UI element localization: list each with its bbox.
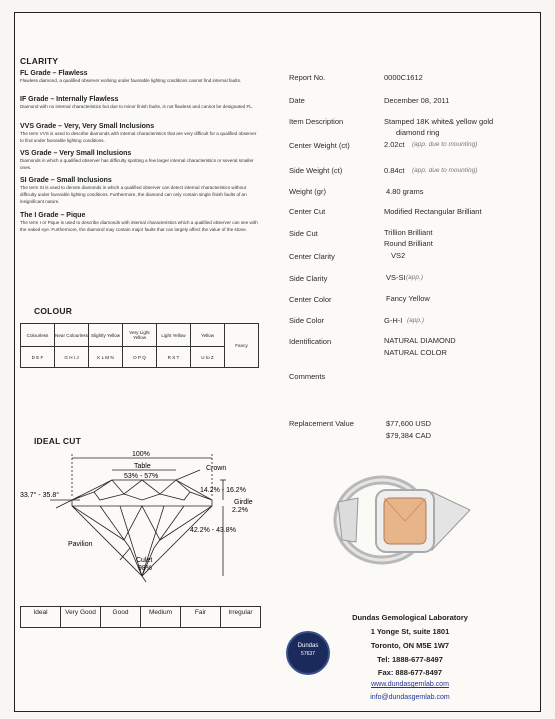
cut-scale-table [20, 606, 261, 628]
seal-text: Dundas [297, 643, 319, 649]
field-label: Center Color [289, 295, 332, 304]
clarity-grade [20, 96, 260, 123]
field-value: 0.84ct [384, 166, 405, 175]
field-note: (app.) [407, 317, 424, 324]
field-label: Replacement Value [289, 419, 354, 428]
lab-email-link[interactable]: info@dundasgemlab.com [370, 694, 450, 701]
seal-number: 57637 [301, 651, 315, 657]
field-label: Center Clarity [289, 252, 335, 261]
field-value: Fancy Yellow [386, 294, 430, 303]
ring-photo [320, 462, 500, 582]
field-value: VS-SI [386, 273, 406, 282]
lab-address1: 1 Yonge St, suite 1801 [370, 627, 450, 636]
colour-grade: O P Q [123, 347, 157, 368]
grade-title: SI Grade – Small Inclusions [20, 177, 112, 184]
field-value: 4.80 grams [386, 187, 424, 196]
grade-desc: The term VVS is used to describe diamonds with internal characteristics that are very difficult for a qualified observer to find under favorable lighting conditions. [20, 131, 257, 143]
field-label: Side Color [289, 316, 325, 325]
clarity-grade [20, 70, 260, 96]
field-label: Report No. [289, 73, 326, 82]
field-label: Center Cut [289, 207, 326, 216]
lab-website-link[interactable]: www.dundasgemlab.com [371, 681, 449, 688]
diagram-label-crown-pct: 14.2% - 16.2% [200, 487, 246, 494]
diagram-label-culet-pct: 98% [138, 565, 153, 572]
field-value: $77,600 USD [386, 419, 432, 428]
diagram-label-pavilion: Pavilion [68, 541, 93, 548]
colour-header: Light Yellow [157, 324, 191, 347]
clarity-grade [20, 123, 260, 150]
field-value: NATURAL DIAMOND [384, 336, 456, 345]
colour-header: Slightly Yellow [89, 324, 123, 347]
diagram-label-girdle: Girdle [234, 499, 253, 506]
grade-title: VVS Grade – Very, Very Small Inclusions [20, 123, 155, 130]
field-label: Date [289, 96, 305, 105]
colour-header: Very Light Yellow [123, 324, 157, 347]
diamond-proportions-diagram [20, 448, 280, 583]
lab-fax: Fax: 888-677-8497 [377, 668, 443, 677]
colour-header: Fancy [225, 324, 259, 368]
colour-header: Near Colourless [55, 324, 89, 347]
lab-tel: Tel: 1888-677-8497 [377, 655, 443, 664]
field-label: Comments [289, 372, 326, 381]
field-value-line2: Round Brilliant [384, 239, 433, 248]
clarity-grades [20, 70, 260, 242]
diagram-label-table-pct: 53% - 57% [124, 473, 159, 480]
ideal-cut-heading: IDEAL CUT [34, 436, 81, 446]
colour-grade: G H I J [55, 347, 89, 368]
field-note: (app.) [406, 274, 423, 281]
field-value: Trillion Brilliant [384, 228, 433, 237]
field-value-line2: NATURAL COLOR [384, 348, 447, 357]
diagram-label-crown-angle: 33.7° - 35.8° [20, 492, 60, 499]
field-value: G-H-I [384, 316, 403, 325]
diagram-label-crown: Crown [206, 465, 227, 472]
diagram-label-table: Table [134, 463, 151, 470]
cut-grade: Very Good [61, 607, 101, 628]
cut-grade: Ideal [21, 607, 61, 628]
field-value: 0000C1612 [384, 73, 423, 82]
cut-grade: Medium [141, 607, 181, 628]
diagram-label-girdle-pct: 2.2% [232, 507, 248, 514]
field-value-line2: $79,384 CAD [386, 431, 432, 440]
colour-heading: COLOUR [34, 306, 73, 316]
colour-scale-table [20, 323, 259, 368]
diagram-label-culet: Culet [136, 557, 153, 564]
colour-grade: D E F [21, 347, 55, 368]
field-note: (app. due to mounting) [412, 167, 478, 174]
clarity-grade [20, 150, 260, 177]
field-label: Weight (gr) [289, 187, 326, 196]
grade-title: IF Grade – Internally Flawless [20, 96, 119, 103]
grade-desc: Diamond with no internal characteristics but due to minor finish faults, is not flawless and cannot be designated FL. [20, 104, 254, 109]
field-value-line2: diamond ring [396, 128, 440, 137]
colour-grade: R S T [157, 347, 191, 368]
field-label: Identification [289, 337, 332, 346]
clarity-grade [20, 177, 260, 212]
lab-address2: Toronto, ON M5E 1W7 [370, 641, 450, 650]
lab-seal-logo [286, 631, 330, 675]
colour-header: Yellow [191, 324, 225, 347]
colour-header: Colourless [21, 324, 55, 347]
colour-grade: U to Z [191, 347, 225, 368]
grade-title: FL Grade – Flawless [20, 70, 88, 77]
grade-title: The I Grade – Pique [20, 212, 86, 219]
cut-grade: Good [101, 607, 141, 628]
cut-grade: Fair [181, 607, 221, 628]
diagram-label-top: 100% [132, 451, 150, 458]
grade-desc: The term I or Pique is used to describe diamonds with internal characteristics which a qualified observer can see with the naked eye. Furthermore, the diamond may contain major faults that can largely affect the value of the stone. [20, 220, 258, 232]
field-label: Center Weight (ct) [289, 141, 350, 150]
field-value: Stamped 18K white& yellow gold [384, 117, 494, 126]
field-value: December 08, 2011 [384, 96, 450, 105]
field-value: Modified Rectangular Brilliant [384, 207, 482, 216]
field-label: Item Description [289, 117, 344, 126]
grade-desc: The term SI is used to denote diamonds in which a qualified observer can detect internal characteristics without difficulty under favorable lighting conditions. Furthermore, the diamond can only contain single finish faults of an insignificant nature. [20, 185, 247, 204]
lab-name: Dundas Gemological Laboratory [352, 613, 468, 622]
grade-title: VS Grade – Very Small Inclusions [20, 150, 132, 157]
field-note: (app. due to mounting) [412, 141, 478, 148]
field-value: VS2 [391, 251, 406, 260]
colour-grade: K L M N [89, 347, 123, 368]
clarity-grade [20, 212, 260, 242]
grade-desc: Diamonds in which a qualified observer has difficulty spotting a few larger internal characteristics or several smaller ones. [20, 158, 254, 170]
field-label: Side Cut [289, 229, 318, 238]
diagram-label-pavilion-pct: 42.2% - 43.8% [190, 527, 236, 534]
field-label: Side Weight (ct) [289, 166, 343, 175]
cut-grade: Irregular [221, 607, 261, 628]
grade-desc: Flawless diamond, a qualified observer working under favorable lighting conditions cannot find internal faults. [20, 78, 242, 83]
field-value: 2.02ct [384, 140, 405, 149]
clarity-heading: CLARITY [20, 56, 59, 66]
field-label: Side Clarity [289, 274, 328, 283]
